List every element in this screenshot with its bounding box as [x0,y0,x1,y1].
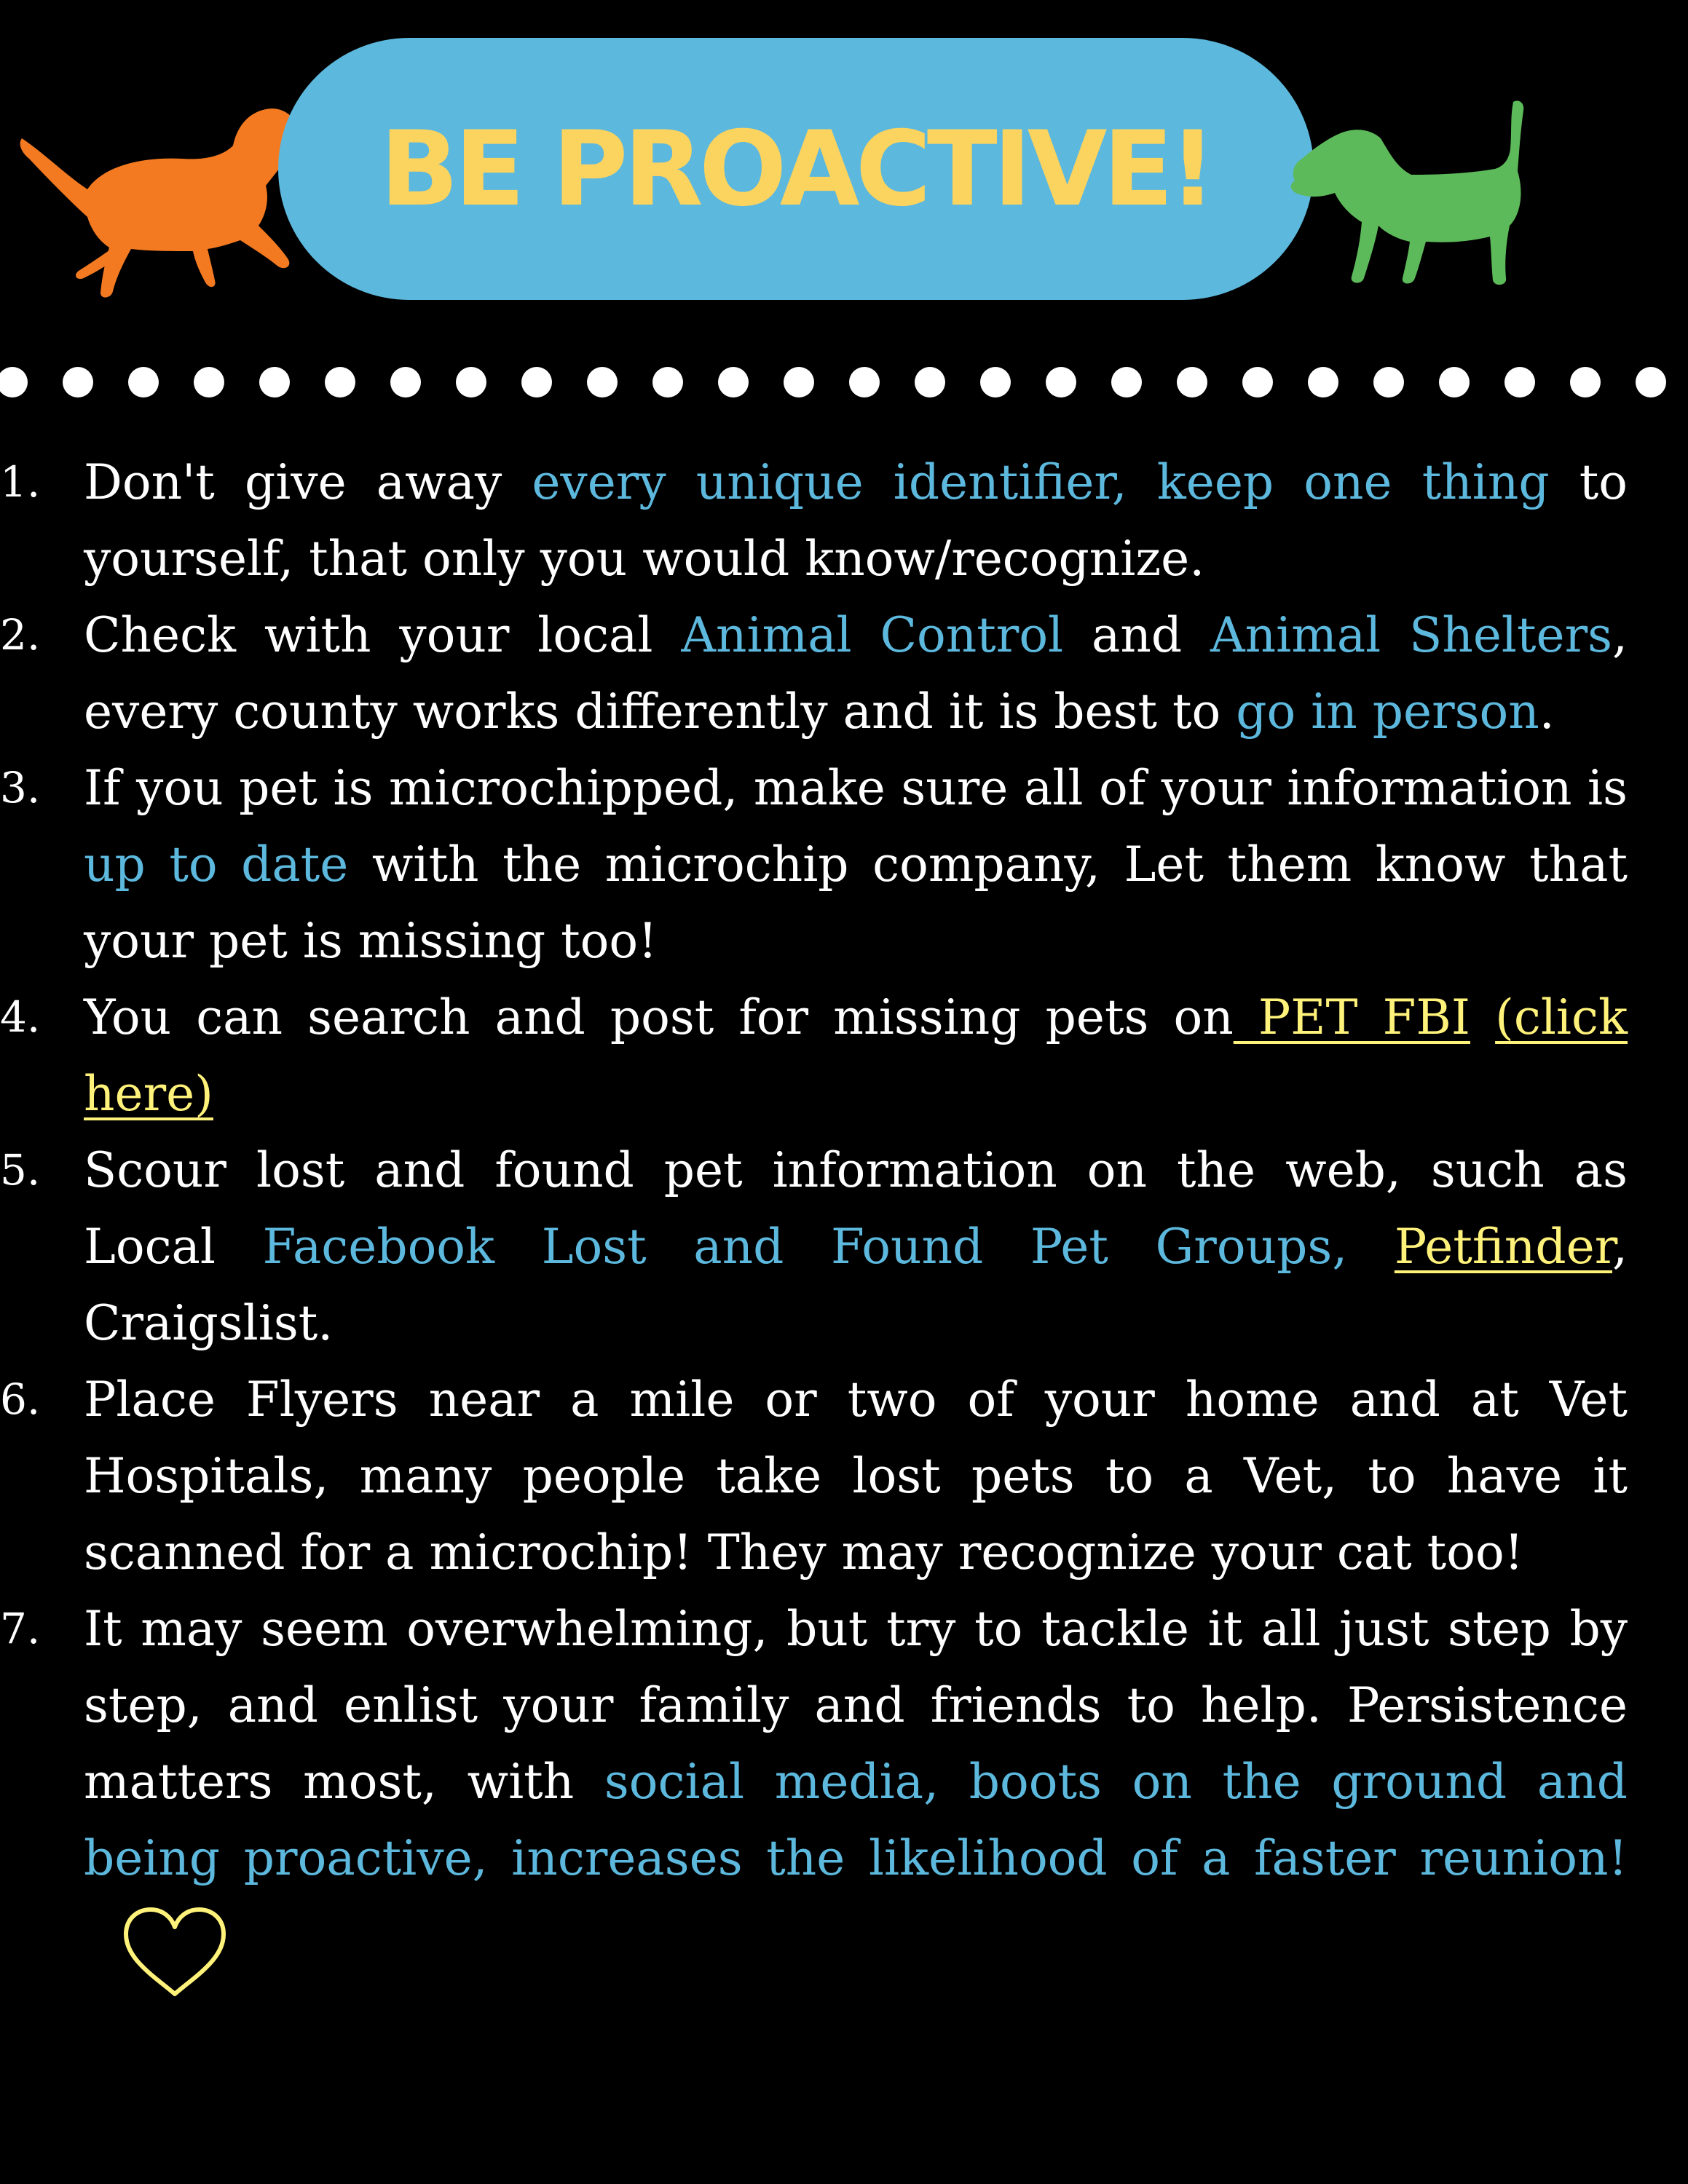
highlight-text: Animal Shelters [1210,607,1612,663]
list-item-1 [0,444,1628,597]
dot [521,367,552,397]
dot [194,367,224,397]
dot [718,367,749,397]
page-title: BE PROACTIVE! [379,108,1212,229]
dot [1242,367,1273,397]
item-text: , Craigslist. [84,1219,1628,1351]
click-here-link[interactable]: (click here) [84,989,1628,1122]
list-item-4 [0,979,1628,1132]
dot [1111,367,1142,397]
highlight-text: go in person [1236,684,1539,740]
dot [1308,367,1338,397]
dot [1570,367,1601,397]
petfinder-link[interactable]: Petfinder [1394,1219,1613,1275]
header [0,0,1688,335]
item-text: Scour lost and found pet information on the web, such as Local [84,1142,1628,1275]
item-number: 6. [0,1374,41,1424]
item-number: 3. [0,763,41,812]
dot [784,367,814,397]
item-text: and [1063,607,1210,663]
item-text: , every county works differently and it is best to [84,607,1628,740]
item-number: 5. [0,1145,41,1195]
dot-separator [0,364,1688,400]
item-number: 7. [0,1604,41,1653]
item-text: Don't give away [84,454,532,510]
item-text [1470,989,1495,1045]
highlight-text: every unique identifier, keep one thing [532,454,1550,510]
dot [1177,367,1207,397]
dot [128,367,159,397]
item-text: Place Flyers near a mile or two of your home and at Vet Hospitals, many people take lost pets to a Vet, to have it scanned for a microchip! They may recognize your cat too! [84,1372,1628,1580]
highlight-text: Animal Control [681,607,1064,663]
item-text: Check with your local [84,607,682,663]
list-item-7 [0,1591,1628,1991]
item-number: 1. [0,457,41,507]
running-dog-icon [15,95,320,313]
dot [1504,367,1535,397]
tips-list [0,444,1688,1991]
dot [587,367,618,397]
dot [390,367,421,397]
item-text: to yourself, that only you would know/recognize. [84,454,1628,587]
item-number: 2. [0,610,41,660]
list-item-6 [0,1361,1628,1591]
highlight-text: Facebook Lost and Found Pet Groups, [262,1219,1348,1275]
dot [259,367,290,397]
item-number: 4. [0,992,41,1042]
dot [980,367,1011,397]
dot [325,367,355,397]
dot [652,367,683,397]
dot [1046,367,1076,397]
item-text [1347,1219,1395,1275]
highlight-text: social media, boots on the ground and being proactive, increases the likelihood of a faster reunion! [84,1754,1628,1886]
dot [1636,367,1666,397]
dot [63,367,93,397]
dot [0,367,28,397]
item-text: It may seem overwhelming, but try to tackle it all just step by step, and enlist your family and friends to help. Persistence matters most, with [84,1601,1628,1810]
heart-icon [120,1905,229,2000]
list-item-3 [0,750,1628,979]
dot [1373,367,1404,397]
dot [915,367,945,397]
title-banner [278,38,1314,300]
list-item-5 [0,1132,1628,1361]
item-text: You can search and post for missing pets on [84,989,1234,1045]
dot [1439,367,1470,397]
highlight-text: up to date [84,836,349,893]
item-text: with the microchip company, Let them know that your pet is missing too! [84,836,1628,969]
pet-fbi-link[interactable]: PET FBI [1233,989,1470,1045]
dot [849,367,880,397]
list-item-2 [0,597,1628,750]
item-text: . [1539,684,1555,740]
basset-hound-icon [1273,87,1550,306]
dot [456,367,486,397]
item-text: If you pet is microchipped, make sure all of your information is [84,760,1628,816]
